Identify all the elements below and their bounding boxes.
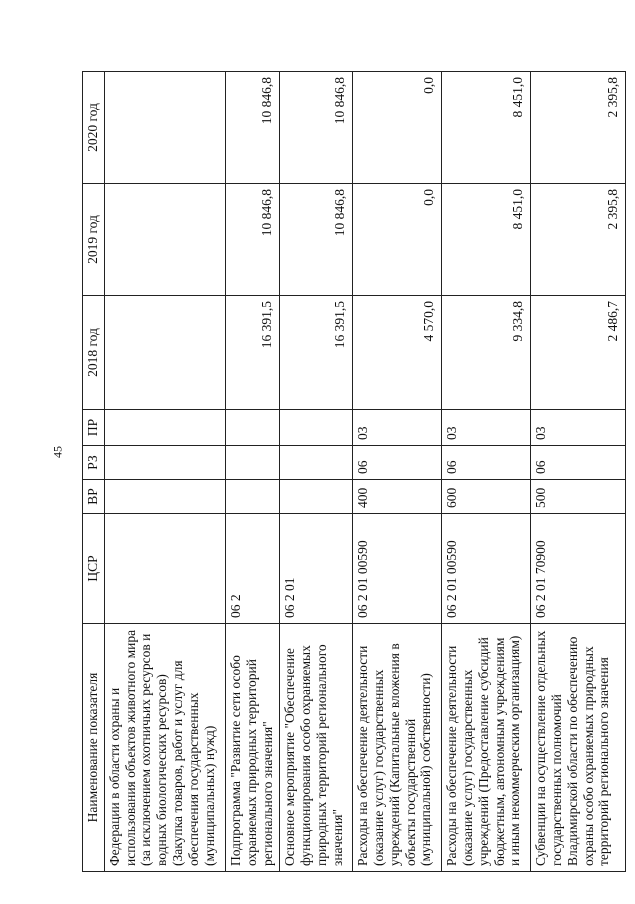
row-rz — [280, 446, 352, 480]
row-2020: 8 451,0 — [441, 72, 530, 184]
header-2020: 2020 год — [83, 72, 105, 184]
row-2020: 2 395,8 — [530, 72, 625, 184]
row-2018: 16 391,5 — [280, 296, 352, 410]
table-row — [225, 72, 280, 872]
row-rz: 06 — [352, 446, 441, 480]
row-rz — [225, 446, 280, 480]
row-vr — [104, 480, 225, 514]
row-vr: 400 — [352, 480, 441, 514]
row-pr — [104, 410, 225, 446]
row-rz: 06 — [441, 446, 530, 480]
row-2019: 10 846,8 — [280, 184, 352, 296]
row-2020: 10 846,8 — [280, 72, 352, 184]
row-pr: 03 — [530, 410, 625, 446]
row-vr: 600 — [441, 480, 530, 514]
row-name: Федерации в области охраны и использования объектов животного мира (за исключением охотничьих ресурсов и водных биологических ресурсов) (Закупка товаров, работ и услуг для обеспечения государственных (муниципальных) нужд) — [104, 624, 225, 872]
row-csr: 06 2 — [225, 514, 280, 624]
row-2020: 0,0 — [352, 72, 441, 184]
row-name: Расходы на обеспечение деятельности (оказание услуг) государственных учреждений (Капитальные вложения в объекты государственной (муниципальной) собственности) — [352, 624, 441, 872]
row-2019: 8 451,0 — [441, 184, 530, 296]
table-header-row — [83, 72, 105, 872]
row-name: Субвенции на осуществление отдельных государственных полномочий Владимирской области по обеспечению охраны особо охраняемых природных территорий регионального значения — [530, 624, 625, 872]
row-2018: 4 570,0 — [352, 296, 441, 410]
row-2020: 10 846,8 — [225, 72, 280, 184]
header-2019: 2019 год — [83, 184, 105, 296]
table-row — [530, 72, 625, 872]
header-name: Наименование показателя — [83, 624, 105, 872]
budget-table-frame — [82, 72, 626, 872]
row-csr: 06 2 01 00590 — [441, 514, 530, 624]
row-csr: 06 2 01 00590 — [352, 514, 441, 624]
row-name: Основное мероприятие "Обеспечение функционирования особо охраняемых природных территорий регионального значения" — [280, 624, 352, 872]
row-pr — [225, 410, 280, 446]
row-pr: 03 — [352, 410, 441, 446]
row-csr: 06 2 01 70900 — [530, 514, 625, 624]
header-pr: ПР — [83, 410, 105, 446]
page-number: 45 — [50, 446, 65, 458]
table-row — [441, 72, 530, 872]
header-2018: 2018 год — [83, 296, 105, 410]
row-2020 — [104, 72, 225, 184]
row-name: Подпрограмма "Развитие сети особо охраняемых природных территорий регионального значения" — [225, 624, 280, 872]
header-csr: ЦСР — [83, 514, 105, 624]
row-2018: 9 334,8 — [441, 296, 530, 410]
row-pr — [280, 410, 352, 446]
row-2019 — [104, 184, 225, 296]
header-rz: РЗ — [83, 446, 105, 480]
header-vr: ВР — [83, 480, 105, 514]
row-2018: 16 391,5 — [225, 296, 280, 410]
row-rz: 06 — [530, 446, 625, 480]
row-vr — [225, 480, 280, 514]
row-2019: 2 395,8 — [530, 184, 625, 296]
table-row — [104, 72, 225, 872]
row-2019: 0,0 — [352, 184, 441, 296]
row-csr: 06 2 01 — [280, 514, 352, 624]
table-row — [280, 72, 352, 872]
row-2018: 2 486,7 — [530, 296, 625, 410]
row-2019: 10 846,8 — [225, 184, 280, 296]
row-vr — [280, 480, 352, 514]
row-name: Расходы на обеспечение деятельности (оказание услуг) государственных учреждений (Предоставление субсидий бюджетным, автономным учреждениям и иным некоммерческим организациям) — [441, 624, 530, 872]
row-2018 — [104, 296, 225, 410]
budget-table — [82, 71, 626, 872]
table-row — [352, 72, 441, 872]
row-csr — [104, 514, 225, 624]
row-rz — [104, 446, 225, 480]
row-vr: 500 — [530, 480, 625, 514]
row-pr: 03 — [441, 410, 530, 446]
